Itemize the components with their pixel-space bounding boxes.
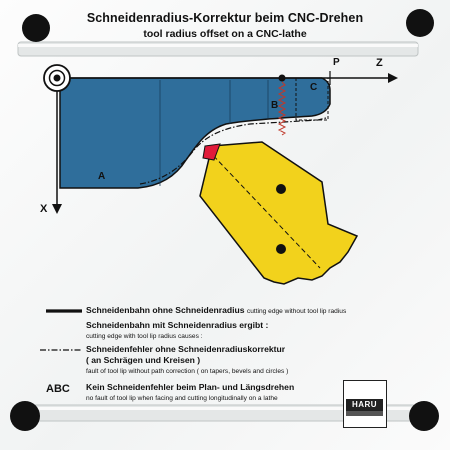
legend-abc-de: Kein Schneidenfehler beim Plan- und Längsdrehen bbox=[86, 382, 295, 392]
logo-text: HARU bbox=[346, 399, 383, 411]
cutting-tool bbox=[200, 142, 357, 284]
origin-symbol bbox=[44, 65, 70, 91]
x-axis-arrow bbox=[52, 204, 62, 214]
legend-dashdot-de-2: ( an Schrägen und Kreisen ) bbox=[86, 355, 201, 365]
mounting-screw-bottom-left bbox=[10, 401, 40, 431]
z-axis-label: Z bbox=[376, 57, 383, 69]
legend-dashdot-de: Schneidenfehler ohne Schneidenradiuskorrektur bbox=[86, 344, 286, 354]
logo-underline bbox=[346, 411, 383, 416]
title-german: Schneidenradius-Korrektur beim CNC-Drehen bbox=[86, 11, 364, 25]
mounting-screw-bottom-right bbox=[409, 401, 439, 431]
legend-item-solid bbox=[86, 305, 346, 315]
legend-solid-de: Schneidenbahn ohne Schneidenradius bbox=[86, 305, 245, 315]
point-a-label: A bbox=[98, 171, 106, 182]
legend-abc-key: ABC bbox=[46, 383, 70, 395]
tool-hole bbox=[276, 244, 286, 254]
z-axis-arrow bbox=[388, 73, 398, 83]
legend-dashdot-en: fault of tool lip without path correction ( on tapers, bevels and circles ) bbox=[86, 368, 289, 375]
haru-logo bbox=[343, 380, 387, 428]
legend-with-radius-de: Schneidenbahn mit Schneidenradius ergibt : bbox=[86, 320, 269, 330]
point-b-label: B bbox=[271, 100, 279, 111]
top-rod bbox=[18, 42, 418, 56]
legend-abc-en: no fault of tool lip when facing and cutting longitudinally on a lathe bbox=[86, 395, 278, 402]
point-p-label: P bbox=[333, 57, 340, 68]
tool-hole bbox=[276, 184, 286, 194]
legend-with-radius-en: cutting edge with tool lip radius causes : bbox=[86, 333, 203, 340]
point-c-label: C bbox=[310, 82, 318, 93]
title-english: tool radius offset on a CNC-lathe bbox=[143, 28, 307, 40]
x-axis-label: X bbox=[40, 203, 48, 215]
legend-solid-en: cutting edge without tool lip radius bbox=[246, 308, 347, 315]
